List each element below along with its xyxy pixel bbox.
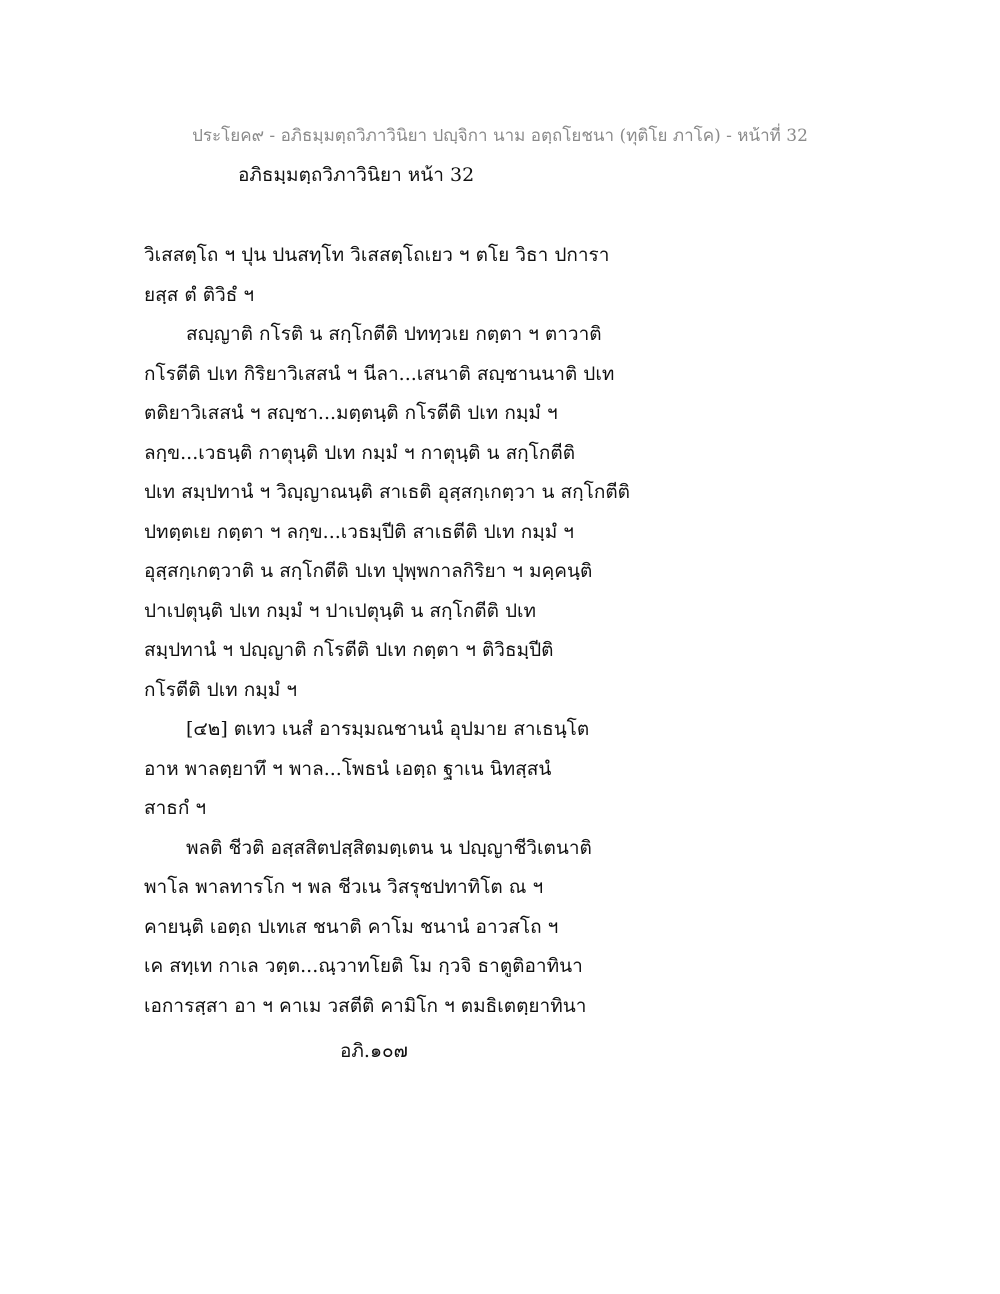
body-text (144, 236, 704, 1026)
text-line: พาโล พาลทารโก ฯ พล ชีวเน วิสรุชปทาทิโต ณ ฯ (144, 876, 544, 898)
paragraph-first-line: พลติ ชีวติ อสฺสสิตปสฺสิตมตฺเตน น ปญฺญาชีวิเตนาติ (186, 836, 592, 859)
text-line: ปาเปตุนฺติ ปเท กมฺมํ ฯ ปาเปตุนฺติ น สกฺโกตีติ ปเท (144, 599, 537, 622)
running-header: ประโยค๙ - อภิธมฺมตฺถวิภาวินิยา ปญฺจิกา นาม อตฺถโยชนา (ทุติโย ภาโค) - หน้าที่ 32 (192, 126, 808, 146)
page-title: อภิธมฺมตฺถวิภาวินิยา หน้า 32 (238, 164, 475, 186)
text-line: ปเท สมฺปทานํ ฯ วิญฺญาณนฺติ สาเธติ อุสฺสกฺเกตฺวา น สกฺโกตีติ (144, 481, 631, 503)
text-line: วิเสสตฺโถ ฯ ปุน ปนสทฺโท วิเสสตฺโถเยว ฯ ตโย วิธา ปการา (144, 244, 610, 266)
text-line: ลกฺข...เวธนฺติ กาตุนฺติ ปเท กมฺมํ ฯ กาตุนฺติ น สกฺโกตีติ (144, 441, 576, 464)
text-line: ตติยาวิเสสนํ ฯ สญฺชา...มตฺตนฺติ กโรตีติ ปเท กมฺมํ ฯ (144, 402, 558, 424)
text-line: เอการสฺสา อา ฯ คาเม วสตีติ คามิโก ฯ ตมธิเตตฺยาทินา (144, 994, 587, 1017)
page-footer-code: อภิ.๑๐๗ (340, 1040, 408, 1062)
paragraph-first-line: สญฺญาติ กโรติ น สกฺโกตีติ ปททฺวเย กตฺตา ฯ ตาวาติ (186, 323, 602, 345)
text-line: อุสฺสกฺเกตฺวาติ น สกฺโกตีติ ปเท ปุพฺพกาลกิริยา ฯ มคฺคนฺติ (144, 560, 593, 582)
text-line: เค สทฺเท กาเล วตฺต...ณฺวาทโยติ โม กฺวจิ ธาตูติอาทินา (144, 955, 583, 977)
paragraph-first-line: [๔๒] ตเทว เนสํ อารมฺมณชานนํ อุปมาย สาเธนฺโต (186, 718, 590, 740)
text-line: ยสฺส ตํ ติวิธํ ฯ (144, 283, 255, 306)
text-line: ปทตฺตเย กตฺตา ฯ ลกฺข...เวธมฺปีติ สาเธตีติ ปเท กมฺมํ ฯ (144, 520, 574, 543)
text-line: อาห พาลตฺยาทึ ฯ พาล...โพธนํ เอตฺถ ฐาเน นิทสฺสนํ (144, 757, 552, 780)
text-line: สาธกํ ฯ (144, 797, 207, 819)
text-line: คายนฺติ เอตฺถ ปเทเส ชนาติ คาโม ชนานํ อาวสโถ ฯ (144, 915, 559, 938)
text-line: สมฺปทานํ ฯ ปญฺญาติ กโรตีติ ปเท กตฺตา ฯ ติวิธมฺปีติ (144, 639, 554, 661)
text-line: กโรตีติ ปเท กมฺมํ ฯ (144, 678, 298, 701)
text-line: กโรตีติ ปเท กิริยาวิเสสนํ ฯ นีลา...เสนาติ สญฺชานนาติ ปเท (144, 362, 615, 385)
